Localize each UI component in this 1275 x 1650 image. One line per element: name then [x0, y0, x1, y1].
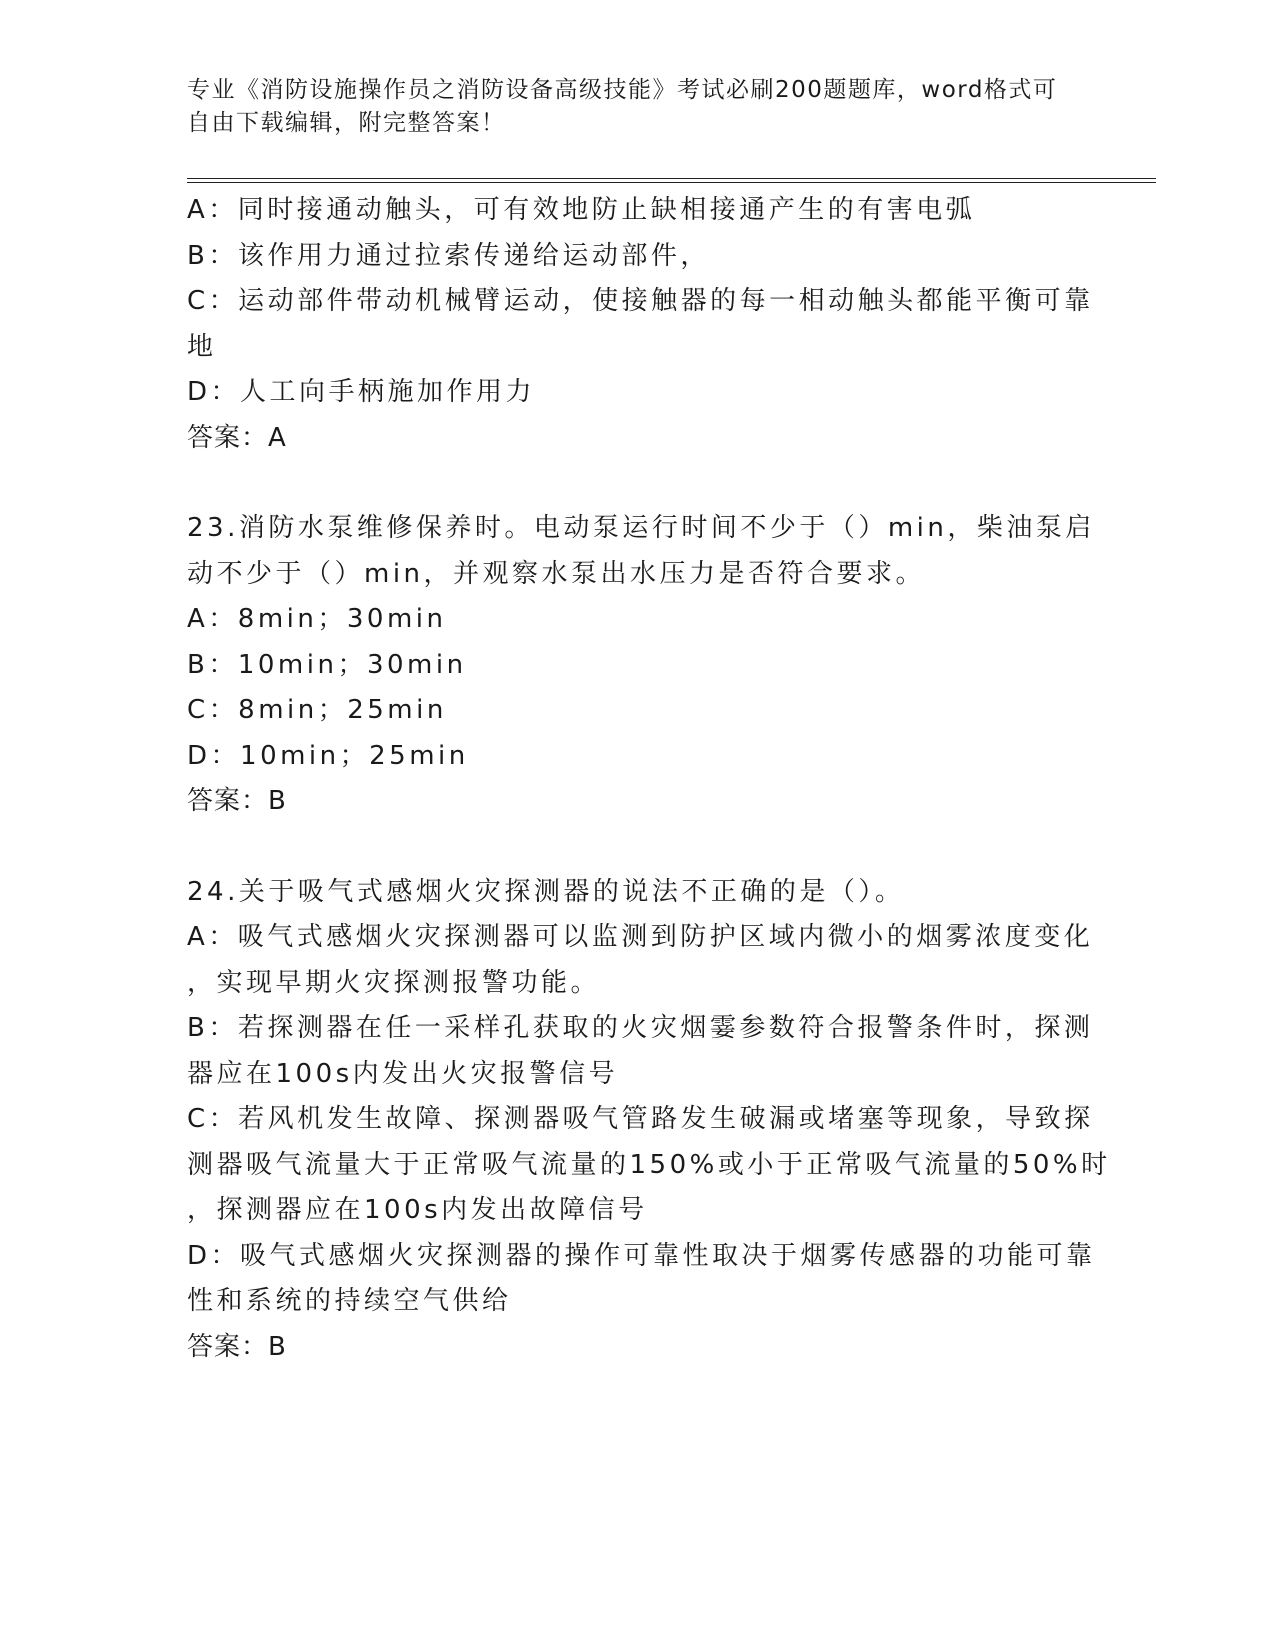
q22-option-a: A：同时接通动触头，可有效地防止缺相接通产生的有害电弧: [187, 195, 976, 225]
question-spacer: [187, 825, 1087, 870]
q22-option-c-line-1: C：运动部件带动机械臂运动，使接触器的每一相动触头都能平衡可靠: [187, 286, 1094, 316]
document-header: [187, 74, 1087, 140]
q23-option-b: B：10min；30min: [187, 649, 467, 680]
header-title-line-1: 专业《消防设施操作员之消防设备高级技能》考试必刷200题题库，word格式可: [187, 77, 1058, 103]
header-title-line-2: 自由下载编辑，附完整答案！: [187, 110, 506, 136]
question-spacer: [187, 461, 1087, 506]
q23-option-d: D：10min；25min: [187, 740, 469, 771]
q22-option-c-line-2: 地: [187, 331, 217, 362]
q24-option-a-line-1: A：吸气式感烟火灾探测器可以监测到防护区域内微小的烟雾浓度变化: [187, 922, 1094, 952]
q24-option-a-line-2: ，实现早期火灾探测报警功能。: [187, 967, 601, 998]
q24-answer: 答案：B: [187, 1331, 287, 1362]
q23-stem-line-1: 23.消防水泵维修保养时。电动泵运行时间不少于（）min，柴油泵启: [187, 513, 1095, 543]
question-22-options: [187, 188, 1094, 461]
q23-answer: 答案：B: [187, 786, 287, 816]
q24-option-d-line-1: D：吸气式感烟火灾探测器的操作可靠性取决于烟雾传感器的功能可靠: [187, 1240, 1096, 1271]
header-divider-bottom: [187, 182, 1156, 183]
q24-stem: 24.关于吸气式感烟火灾探测器的说法不正确的是（）。: [187, 876, 905, 907]
q24-option-d-line-2: 性和系统的持续空气供给: [187, 1286, 512, 1316]
q22-option-d: D：人工向手柄施加作用力: [187, 377, 536, 407]
q22-answer: 答案：A: [187, 422, 287, 453]
q22-option-b: B：该作用力通过拉索传递给运动部件，: [187, 240, 710, 271]
q24-option-c-line-3: ，探测器应在100s内发出故障信号: [187, 1195, 648, 1225]
header-divider-top: [187, 178, 1156, 179]
q23-option-a: A：8min；30min: [187, 604, 447, 634]
q24-option-b-line-2: 器应在100s内发出火灾报警信号: [187, 1058, 619, 1089]
q24-option-b-line-1: B：若探测器在任一采样孔获取的火灾烟霎参数符合报警条件时，探测: [187, 1013, 1094, 1043]
question-content: [187, 188, 1111, 1370]
question-24: [187, 870, 1111, 1371]
q24-option-c-line-1: C：若风机发生故障、探测器吸气管路发生破漏或堵塞等现象，导致探: [187, 1104, 1094, 1134]
q23-option-c: C：8min；25min: [187, 695, 447, 725]
q23-stem-line-2: 动不少于（）min，并观察水泵出水压力是否符合要求。: [187, 558, 926, 589]
q24-option-c-line-2: 测器吸气流量大于正常吸气流量的150%或小于正常吸气流量的50%时: [187, 1149, 1111, 1180]
question-23: [187, 506, 1095, 825]
